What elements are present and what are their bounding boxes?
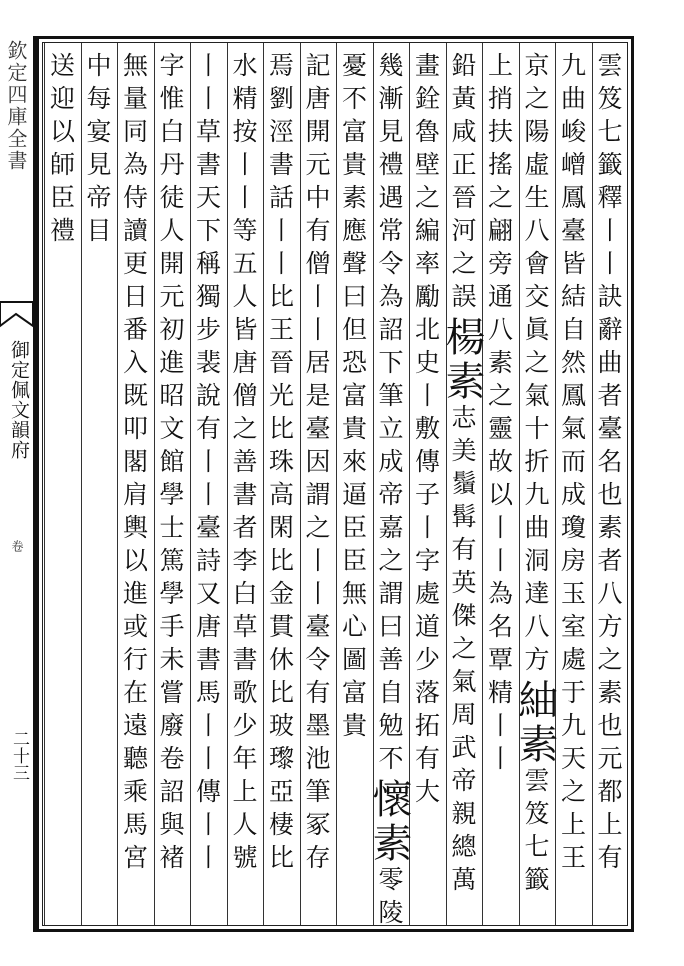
fold-strip-collection-title: 欽定四庫全書 [4,40,28,172]
text-column [512,52,558,912]
column-text: 憂不富貴素應聲曰但恐富貴來逼臣臣無心圖富貴 [338,52,368,745]
column-text: 雲笈七籤釋丨丨訣辭曲者臺名也素者八方之素也元都上有 [594,52,623,877]
column-text: 記唐開元中有僧丨丨居是臺因謂之丨丨臺令有墨池筆冢存 [302,52,331,877]
fold-strip-page-number: 二十三 [9,730,29,781]
column-text: 志美鬚髯有英傑之氣周武帝親總萬 [448,404,477,899]
text-column [337,52,373,912]
text-column [155,52,191,912]
column-text: 北史丨敷傳子丨字處道少落拓有大 [411,316,441,811]
text-column [593,52,629,912]
text-column [410,52,446,912]
text-column [118,52,154,912]
text-column [191,52,227,912]
text-column [264,52,300,912]
text-column [483,52,519,912]
column-text: 中每宴見帝目 [83,52,112,250]
headword: 懷素 [366,778,412,866]
text-column [228,52,264,912]
column-text: 送迎以師臣禮 [46,52,76,250]
column-text: 上捎扶搖之翩旁通八素之靈故以丨丨為名 [484,52,514,646]
column-text: 焉劉涇書話丨丨比王晉光比珠高閑比金貫休比玻瓈亞棲比 [265,52,295,877]
text-column [366,52,412,932]
column-text: 水精按丨丨等五人皆唐僧之善書者李白草書歌少年上人號 [229,52,258,877]
fishtail-mark-icon [0,300,36,328]
column-text: 京之陽虛生八會交眞之氣十折九曲洞達八方 [521,52,550,679]
column-text: 雲笈七籤 [521,767,550,899]
text-column [301,52,337,912]
column-text: 幾漸見禮遇常令為詔下筆立成帝嘉之謂曰善自勉不 [375,52,404,778]
headword: 楊素 [439,316,485,404]
column-text: 覃精丨丨 [484,646,514,778]
column-text: 零陵 [375,866,404,932]
column-text: 字惟白丹徒人開元初進昭文館學士篤學手未嘗廢卷詔與褚 [156,52,185,877]
text-column [439,52,485,912]
column-text: 無量同為侍讀更日番入既叩閣肩輿以進或行在遠聽乘馬宮 [119,52,149,877]
fold-strip-book-title: 御定佩文韻府 [8,340,30,460]
column-text: 鉛黃咸正晉河之誤 [448,52,477,316]
column-text: 丨丨草書天下稱獨步裴說有丨丨臺詩又唐書馬丨丨傳丨丨 [192,52,222,877]
headword: 紬素 [512,679,558,767]
column-text: 九曲峻嶒鳳臺皆結自然鳳氣而成瓊房玉室處于九天之上王 [557,52,587,877]
fold-strip-volume-mark: 卷 [10,540,24,552]
column-text: 畫銓魯壁之編率勵 [411,52,441,316]
text-column [82,52,118,912]
text-column [45,52,81,912]
text-column [556,52,592,912]
